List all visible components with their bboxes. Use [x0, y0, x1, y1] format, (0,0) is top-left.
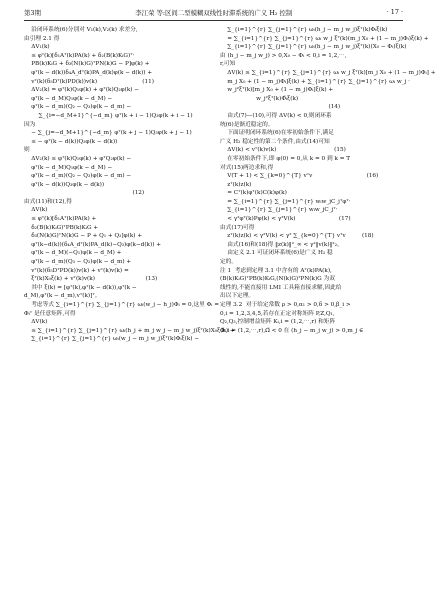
text-line: 在零初始条件下,即 φ(0) = 0,从 k = 0 到 k = T [220, 155, 351, 162]
issue-number: 第3期 [24, 8, 41, 17]
text-line: < γ²φᵀ(k)Pφ(k) < γ²V(k) (17) [220, 216, 351, 223]
text-line: ξᵀ(k)X₀ξ(k) + vᵀ(k)v(k) (13) [24, 276, 158, 283]
text-line: φᵀ(k−d(k))(δ₄A_dᵀ(k)PA_d(k)−Q₃)φ(k−d(k)) + [24, 241, 162, 248]
text-line: φᵀ(k − d_M)Q₁φ(k − d_M) − [24, 164, 113, 171]
text-line: ∑_{i=−d_M+1}^{−d_m} φᵀ(k + i − 1)Q₃φ(k + i − 1) [24, 112, 193, 119]
text-line: φᵀ(k − d_M)(−Q₁)φ(k − d_M) + [24, 250, 122, 257]
text-line: ≤ φᵀ(k)[δ₁Aᵀ(k)PA(k) + [24, 216, 97, 223]
text-line: 下面证明闭环系统(6)在零初始条件下,满足 [220, 130, 334, 137]
text-line: r,可知 [220, 61, 236, 68]
text-line: 由式(17)可得 [220, 224, 255, 231]
text-line: 由 (h_j − m_j w_j) > 0,X₀ − Φᵢ < 0,i = 1,2,⋯, [220, 52, 347, 59]
header-rule [24, 20, 403, 21]
text-line: ≤ ∑_{i=1}^{r} ∑_{j=1}^{r} ωᵢ(h_j + m_j w_j − m_j w_j)ξᵀ(k)X₀ξ(k) + [24, 327, 235, 334]
text-line: Φᵢᵀ 是任意矩阵,可得 [24, 310, 76, 317]
text-line: φᵀ(k − d_m)(Q₂ − Q₃)φ(k − d_m) − [24, 173, 132, 180]
text-line: m_j X₀ + (1 − m_j)Φᵢ]ξ(k) + ∑_{i=1}^{r} ∑_{j=1}^{r} ωᵢ w_j · [220, 78, 410, 85]
text-line: ≤ − φᵀ(k − d(k))Q₃φ(k − d(k)) [24, 138, 118, 145]
text-line: PB(k)KᵢG + δ₃(N(k)G)ᵀPN(k)G − P]φ(k) + [24, 61, 150, 68]
text-line: φᵀ(k − d(k))Q₃φ(k − d(k)) [24, 181, 105, 188]
text-line: 由式(16)和(18)得 ‖z(k)‖²_∞ < γ²‖v(k)‖²₂。 [220, 241, 343, 248]
text-line: 出以下定理。 [220, 293, 255, 300]
text-line: φᵀ(k − d_m)(Q₃ − Q₂)φ(k − d_m) + [24, 259, 132, 266]
text-line: ΔV(k) ≤ ∑_{i=1}^{r} ∑_{j=1}^{r} ωᵢ w_j ξᵀ(k)[m_j X₀ + (1 − m_j)Φᵢ] + [220, 69, 435, 76]
text-line: 广义 H₂ 稳定性的第二个条件,由式(14)可知 [220, 138, 330, 145]
text-line: 由式(7)—(10),可得 ΔV(k) < 0,则闭环系 [220, 112, 332, 119]
text-line: = ∑_{i=1}^{r} ∑_{j=1}^{r} ωᵢ w_j ξᵀ(k)(m_j X₀ + (1 − m_j)Φᵢ)ξ(k) + [220, 35, 429, 42]
text-line: 其中 ξ(k) = [φᵀ(k),φᵀ(k − d(k)),φᵀ(k − [24, 284, 137, 291]
text-line: ΔV(k) [24, 319, 48, 326]
text-line: φᵀ(k − d_M)Q₁φ(k − d_M) − [24, 95, 113, 102]
text-line: vᵀ(k)(δ₅DᵀPD(k))v(k) + vᵀ(k)v(k) = [24, 267, 129, 274]
text-line: (12) [24, 190, 145, 197]
text-line: ΔV₂(k) = φᵀ(k)Q₁φ(k) + φᵀ(k)Q₂φ(k) − [24, 87, 140, 94]
text-line: 由式(11)和(12),得 [24, 198, 72, 205]
text-line: δ₃(N(k)G)ᵀN(k)G − P + Q₁ + Q₂]φ(k) + [24, 233, 143, 240]
text-line: vᵀ(k)(δ₅Dᵀ(k)PD(k))v(k) (11) [24, 78, 154, 85]
text-line: 0,i = 1,2,3,4,5,若存在正定对称矩阵 P,Z,Q₁, [220, 310, 335, 317]
page-number: · 17 · [386, 8, 403, 16]
text-line: Q₂,Q₃,控制增益矩阵 Kᵢ,i = (1,2,⋯,r) 和矩阵 [220, 319, 336, 326]
text-line: w_j²ξᵀ(k)[m_j X₀ + (1 − m_j)Φᵢ]ξ(k) + [220, 87, 334, 94]
text-line: (14) [220, 104, 341, 111]
text-line: = ∑_{i=1}^{r} ∑_{j=1}^{r} wᵢw_jC_jᵀφᵀ· [220, 198, 351, 205]
text-line: ∑_{i=1}^{r} ∑_{j=1}^{r} ωᵢ(h_j − m_j w_j)ξᵀ(k)Φᵢξ(k) [220, 27, 388, 33]
text-line: 沿闭环系统(6)分别对 V₁(k),V₂(k) 求差分, [24, 27, 138, 33]
text-line: 考虑等式 ∑_{i=1}^{r} ∑_{j=1}^{r} ωᵢ(w_j − h_j)Φᵢ = 0,这里 Φᵢ = [24, 302, 220, 308]
text-line: 定的。 [220, 259, 238, 266]
text-line: 注 1 考虑到定理 3.1 中含有的 Aᵀ(k)PA(k), [220, 267, 332, 274]
running-header [24, 5, 403, 19]
text-line: 对式(15)两边求和,得 [220, 164, 274, 171]
text-line: ΔV(k) [24, 207, 48, 214]
text-line: ∑_{i=1}^{r} ∑_{j=1}^{r} wᵢw_jC_jᵀ· [220, 207, 338, 214]
text-line: (B(k)KᵢG)ᵀPB(k)KᵢG,(N(k)G)ᵀPN(k)G 为双 [220, 276, 335, 283]
text-line: ΔV(k) < vᵀ(k)v(k) (15) [220, 147, 346, 154]
running-title: 李江荣 等:区间二型模糊双线性时滞系统的广义 H₂ 控制 [135, 8, 293, 17]
text-line: 线性的,不能直接用 LMI 工具箱直接求解,因此给 [220, 284, 342, 291]
text-line: 由定义 2.1 可证闭环系统(6)是广义 H₂ 稳 [220, 250, 333, 257]
text-line: ΔV₂(k) ≤ φᵀ(k)Q₁φ(k) + φᵀQ₂φ(k) − [24, 155, 132, 162]
text-line: − ∑_{j=−d_M+1}^{−d_m} φᵀ(k + j − 1)Q₃φ(k + j − 1) [24, 130, 192, 137]
text-line: = Cᵀ(k)φᵀ(k)C(k)φ(k) [220, 190, 287, 197]
text-line: δ₂(B(k)KᵢG)ᵀPB(k)KᵢG + [24, 224, 99, 231]
text-line: 定理 3.2 对于给定常数 ρ > 0,α₁ > 0,δ > 0,β_i > [220, 302, 351, 308]
text-line: φᵀ(k − d_m)(Q₂ − Q₃)φ(k − d_m) − [24, 104, 132, 111]
text-line: ≤ φᵀ(k)[δ₁Aᵀ(k)PA(k) + δ₂(B(k)KᵢG)ᵀ· [24, 52, 135, 59]
right-column [220, 26, 435, 335]
text-line: ∑_{i=1}^{r} ∑_{j=1}^{r} ωᵢ(w_j − m_j w_j)ξᵀ(k)Φᵢξ(k) − [24, 336, 200, 343]
text-line: V(T + 1) < ∑_{k=0}^{T} vᵀv (16) [220, 173, 379, 180]
text-line: zᵀ(k)z(k) < γ²V(k) < γ² ∑_{k=0}^{T} vᵀv (18) [220, 233, 374, 240]
text-line: 统(6)是渐近稳定的。 [220, 121, 274, 128]
text-line: φᵀ(k − d(k))δ₄A_dᵀ(k)PA_d(k)φ(k − d(k)) + [24, 69, 153, 76]
text-line: d_M),φᵀ(k − d_m),vᵀ(k)]ᵀ。 [24, 293, 101, 300]
text-line: ΔV₁(k) [24, 44, 50, 51]
text-line: Φ̃ᵢ,i = (1,2,⋯,r),Ω̃ < 0 在 (h_j − m_j w_j) > 0,m_j ∈ [220, 327, 364, 334]
text-line: 由引理 2.1 得 [24, 35, 60, 42]
text-line: 则 [24, 147, 30, 154]
text-line: zᵀ(k)z(k) [220, 181, 252, 188]
text-line: ∑_{i=1}^{r} ∑_{j=1}^{r} ωᵢ(h_j − m_j w_j)ξᵀ(k)(X₀ − Φᵢ)ξ(k) [220, 44, 407, 51]
text-line: 因为 [24, 121, 36, 128]
text-line: w_j²ξᵀ(k)Φ̃ᵢξ(k) [220, 95, 299, 102]
